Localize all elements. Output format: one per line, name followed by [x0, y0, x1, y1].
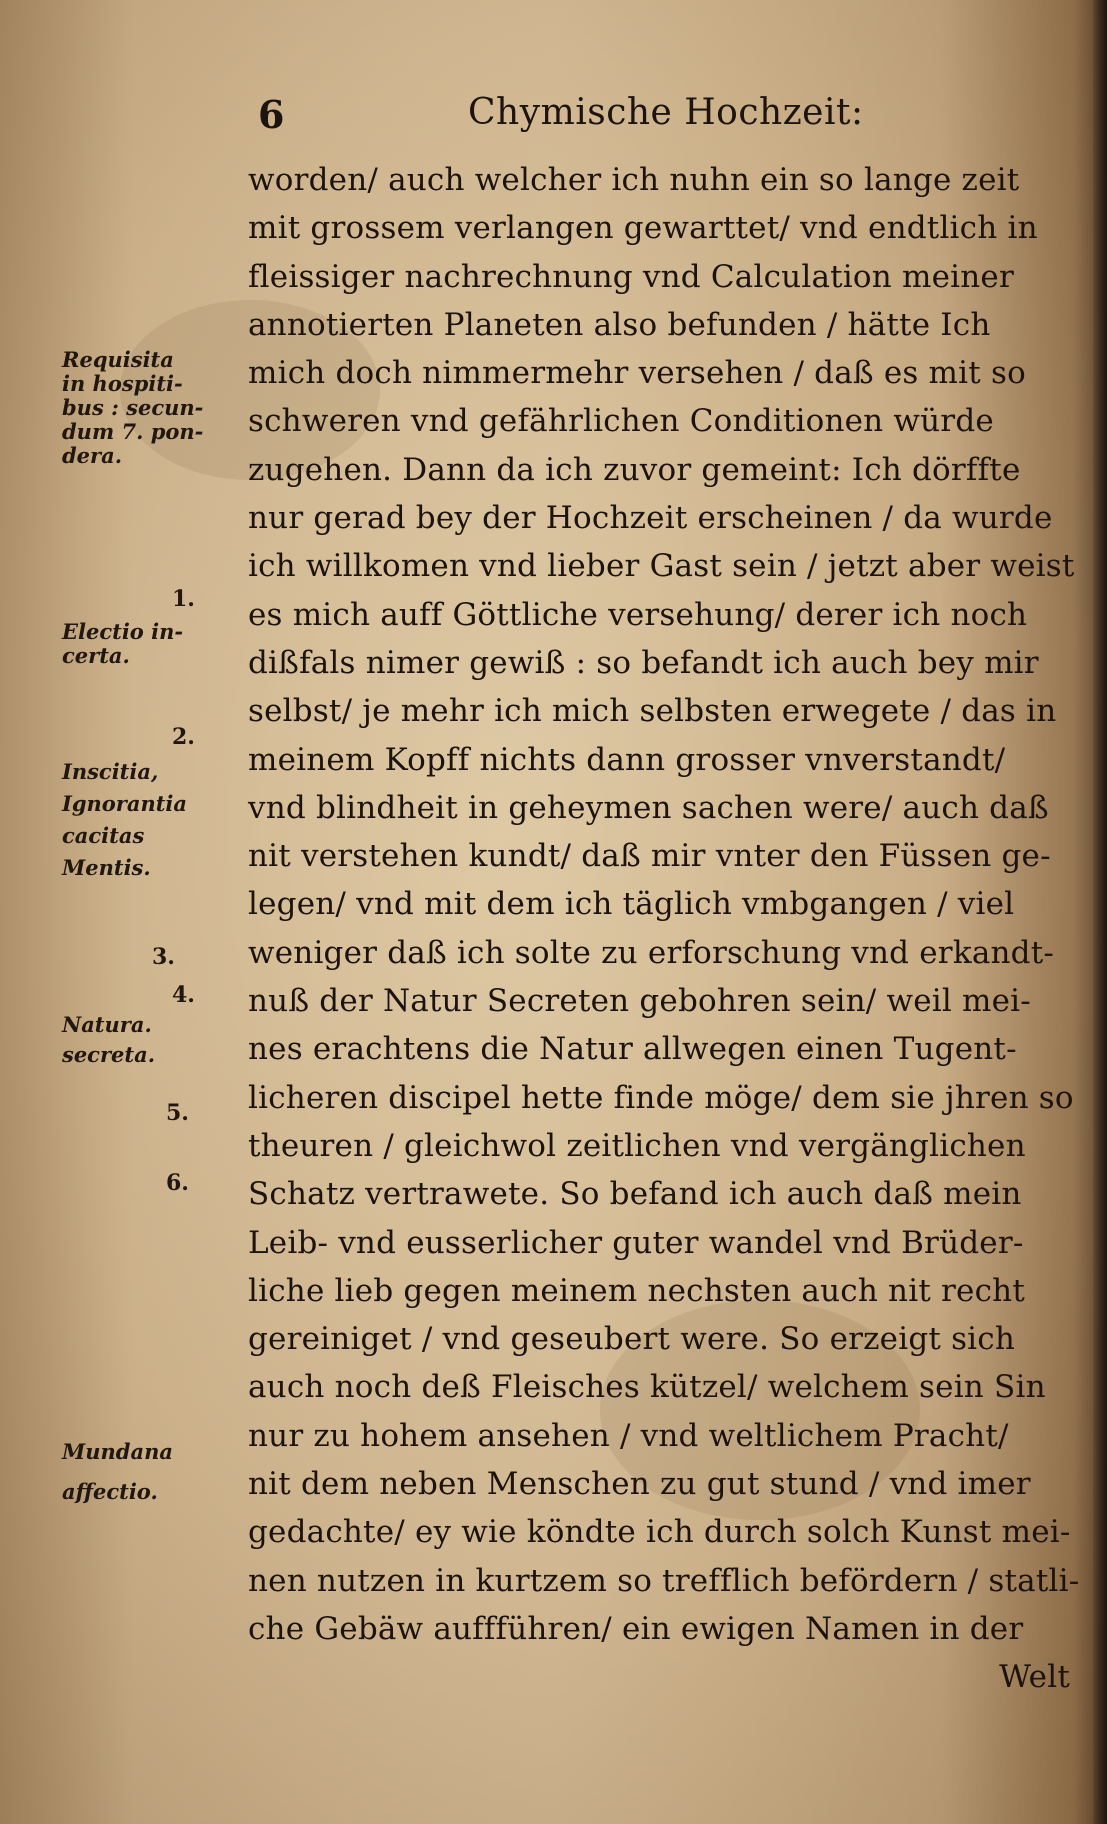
text-line: nit verstehen kundt/ daß mir vnter den Füssen ge- — [248, 838, 1051, 875]
text-line: auch noch deß Fleisches kützel/ welchem sein Sin — [248, 1369, 1046, 1406]
text-line: fleissiger nachrechnung vnd Calculation meiner — [248, 258, 1014, 295]
running-title: Chymische Hochzeit: — [468, 92, 864, 133]
text-line: licheren discipel hette finde möge/ dem sie jhren so — [248, 1079, 1074, 1116]
text-line: schweren vnd gefährlichen Conditionen würde — [248, 403, 994, 440]
page-number: 6 — [258, 92, 285, 137]
marginal-line: in hospiti- — [62, 371, 183, 396]
body-text — [248, 156, 1088, 1702]
marginal-line: Requisita — [62, 347, 174, 372]
marginal-line: Mundana — [62, 1439, 173, 1464]
marginal-number: 2. — [172, 724, 195, 750]
marginal-line: affectio. — [62, 1479, 158, 1504]
text-line: nur zu hohem ansehen / vnd weltlichem Pracht/ — [248, 1417, 1009, 1454]
text-line: weniger daß ich solte zu erforschung vnd erkandt- — [248, 934, 1055, 971]
marginal-line: dera. — [62, 443, 123, 468]
text-line: mit grossem verlangen gewarttet/ vnd endtlich in — [248, 210, 1038, 247]
text-line: vnd blindheit in geheymen sachen were/ auch daß — [248, 789, 1049, 826]
page-edge-shadow — [1093, 0, 1107, 1824]
marginal-line: dum 7. pon- — [62, 419, 204, 444]
text-line: meinem Kopff nichts dann grosser vnverstandt/ — [248, 741, 1006, 778]
text-line: nuß der Natur Secreten gebohren sein/ weil mei- — [248, 983, 1031, 1020]
marginal-line: Natura. — [62, 1012, 152, 1037]
marginal-line: Mentis. — [62, 855, 151, 880]
text-line: dißfals nimer gewiß : so befandt ich auch bey mir — [248, 644, 1039, 681]
text-line: nes erachtens die Natur allwegen einen Tugent- — [248, 1031, 1017, 1068]
text-line: annotierten Planeten also befunden / hätte Ich — [248, 306, 991, 343]
text-line: liche lieb gegen meinem nechsten auch nit recht — [248, 1272, 1025, 1309]
text-line: Schatz vertrawete. So befand ich auch daß mein — [248, 1176, 1022, 1213]
marginal-line: Inscitia, — [62, 759, 159, 784]
text-line: gereiniget / vnd geseubert were. So erzeigt sich — [248, 1321, 1016, 1358]
marginal-line: Electio in- — [62, 619, 184, 644]
text-line: selbst/ je mehr ich mich selbsten erwegete / das in — [248, 693, 1057, 730]
marginal-number: 5. — [166, 1100, 189, 1126]
marginal-line: secreta. — [62, 1042, 156, 1067]
page-header — [0, 92, 1107, 136]
marginal-note-electio — [62, 620, 183, 668]
marginal-number: 4. — [172, 982, 195, 1008]
marginal-note-inscitia — [62, 756, 187, 884]
text-line: ich willkomen vnd lieber Gast sein / jetzt aber weist — [248, 548, 1075, 585]
marginal-line: cacitas — [62, 823, 145, 848]
text-line: es mich auff Göttliche versehung/ derer ich noch — [248, 596, 1028, 633]
text-line: mich doch nimmermehr versehen / daß es mit so — [248, 355, 1026, 392]
marginal-line: certa. — [62, 643, 130, 668]
text-line: nur gerad bey der Hochzeit erscheinen / da wurde — [248, 500, 1053, 537]
catchword: Welt — [999, 1659, 1070, 1696]
marginal-number: 1. — [172, 586, 195, 612]
marginal-number: 6. — [166, 1170, 189, 1196]
text-line: worden/ auch welcher ich nuhn ein so lange zeit — [248, 162, 1020, 198]
text-line: nit dem neben Menschen zu gut stund / vnd imer — [248, 1466, 1031, 1503]
marginal-number: 3. — [152, 944, 175, 970]
text-line: che Gebäw auffführen/ ein ewigen Namen in der — [248, 1610, 1024, 1647]
text-line: zugehen. Dann da ich zuvor gemeint: Ich dörffte — [248, 451, 1021, 488]
marginal-note-natura — [62, 1010, 155, 1070]
text-line: theuren / gleichwol zeitlichen vnd vergänglichen — [248, 1127, 1026, 1164]
marginal-note-mundana — [62, 1432, 173, 1512]
marginal-line: bus : secun- — [62, 395, 204, 420]
text-line: nen nutzen in kurtzem so trefflich befördern / statli- — [248, 1562, 1080, 1599]
marginal-line: Ignorantia — [62, 791, 188, 816]
marginal-note-requisita — [62, 348, 203, 468]
text-line: Leib- vnd eusserlicher guter wandel vnd Brüder- — [248, 1224, 1024, 1261]
text-line: legen/ vnd mit dem ich täglich vmbgangen / viel — [248, 886, 1015, 923]
text-line: gedachte/ ey wie köndte ich durch solch Kunst mei- — [248, 1514, 1071, 1551]
